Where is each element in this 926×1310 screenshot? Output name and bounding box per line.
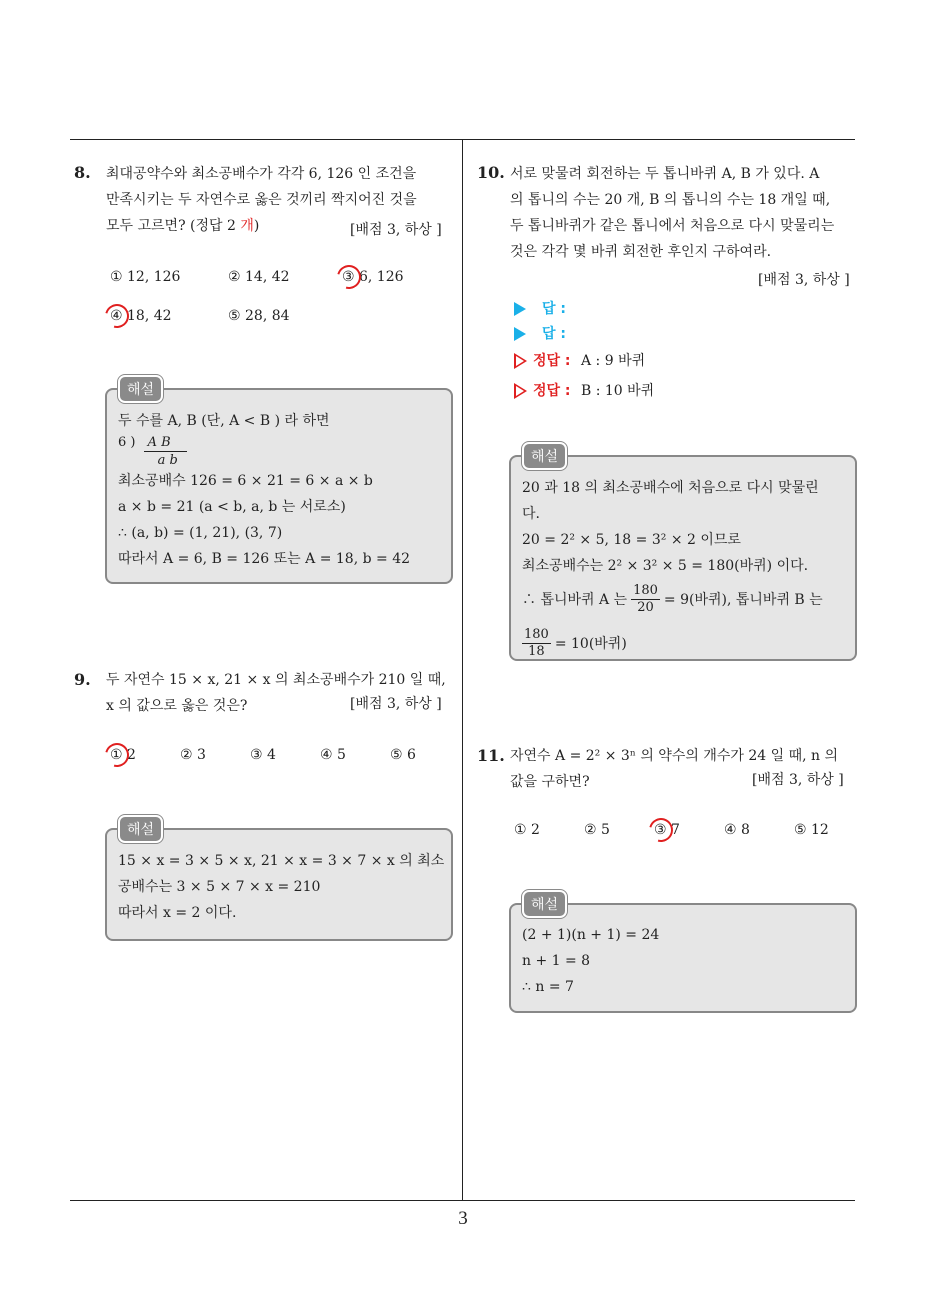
question-text: 최대공약수와 최소공배수가 각각 6, 126 인 조건을 만족시키는 두 자연수로 옳은 것끼리 짝지어진 것을 모두 고르면? (정답 2 개) [106, 166, 417, 234]
question-number: 8. [74, 163, 91, 182]
choice-2[interactable]: ② 5 [584, 822, 610, 838]
division-ladder: 6 ) $\frac{\text{A B}}{\text{a b}}$ [118, 434, 410, 468]
score-label: [배점 3, 하상 ] [350, 696, 442, 712]
question-number: 11. [477, 746, 505, 765]
choice-3[interactable]: ③ 4 [250, 747, 276, 763]
selected-answer-circle [101, 739, 134, 772]
answer-row-1[interactable]: 답 : [514, 298, 566, 318]
bottom-rule [70, 1200, 855, 1201]
explanation-box: 두 수를 A, B (단, A < B ) 라 하면 6 ) $\frac{\text{A B}}{\text{a b}}$ 최소공배수 126 = 6 × 21 = 6 × a × b a × b = 21 (a < b, a, b 는 서로소) ∴ (a, b) = (1, 21), (3, 7) 따라서 A = 6, B = 126 또는 A = 18, b = 42 [105, 388, 453, 584]
choice-5[interactable]: ⑤ 12 [794, 822, 829, 838]
correct-answer-1: 정답 : A : 9 바퀴 [514, 350, 645, 370]
question-text: 자연수 A = 2² × 3ⁿ 의 약수의 개수가 24 일 때, n 의 값을 구하면? [510, 748, 838, 790]
choice-4[interactable]: ④ 8 [724, 822, 750, 838]
column-divider [462, 139, 463, 1200]
choice-5[interactable]: ⑤ 28, 84 [228, 308, 290, 324]
explanation-box: (2 + 1)(n + 1) = 24 n + 1 = 8 ∴ n = 7 [509, 903, 857, 1013]
explanation-box: 20 과 18 의 최소공배수에 처음으로 다시 맞물린 다. 20 = 2² × 5, 18 = 3² × 2 이므로 최소공배수는 2² × 3² × 5 = 180(바퀴) 이다. ∴ 톱니바퀴 A 는 $\frac{180}{20}$ = 9(바퀴), 톱니바퀴 B 는 $\frac{180}{18}$ = 10(바퀴) [509, 455, 857, 661]
explanation-tag: 해설 [522, 442, 567, 470]
choice-1[interactable]: ① 12, 126 [110, 269, 181, 285]
choice-1[interactable]: ① 2 [110, 747, 136, 763]
score-label: [배점 3, 하상 ] [758, 272, 850, 288]
play-triangle-icon [514, 327, 526, 341]
question-number: 10. [477, 163, 505, 182]
explanation-box: 15 × x = 3 × 5 × x, 21 × x = 3 × 7 × x 의 최소 공배수는 3 × 5 × 7 × x = 210 따라서 x = 2 이다. [105, 828, 453, 941]
selected-answer-circle [101, 300, 134, 333]
score-label: [배점 3, 하상 ] [752, 772, 844, 788]
choice-2[interactable]: ② 3 [180, 747, 206, 763]
explanation-tag: 해설 [118, 815, 163, 843]
explanation-tag: 해설 [118, 375, 163, 403]
explanation-tag: 해설 [522, 890, 567, 918]
outline-triangle-icon [514, 353, 527, 369]
question-text: 서로 맞물려 회전하는 두 톱니바퀴 A, B 가 있다. A 의 톱니의 수는 20 개, B 의 톱니의 수는 18 개일 때, 두 톱니바퀴가 같은 톱니에서 처음으로 다시 맞물리는 것은 각각 몇 바퀴 회전한 후인지 구하여라. [510, 166, 835, 260]
selected-answer-circle [645, 814, 678, 847]
score-label: [배점 3, 하상 ] [350, 222, 442, 238]
page-number: 3 [458, 1208, 468, 1229]
question-text: 두 자연수 15 × x, 21 × x 의 최소공배수가 210 일 때, x 의 값으로 옳은 것은? [106, 672, 446, 714]
choice-4[interactable]: ④ 5 [320, 747, 346, 763]
choice-2[interactable]: ② 14, 42 [228, 269, 290, 285]
choice-3[interactable]: ③ 7 [654, 822, 680, 838]
choice-4[interactable]: ④ 18, 42 [110, 308, 172, 324]
choice-3[interactable]: ③ 6, 126 [342, 269, 404, 285]
selected-answer-circle [333, 261, 366, 294]
choice-5[interactable]: ⑤ 6 [390, 747, 416, 763]
outline-triangle-icon [514, 383, 527, 399]
question-number: 9. [74, 670, 91, 689]
answer-row-2[interactable]: 답 : [514, 323, 566, 343]
play-triangle-icon [514, 302, 526, 316]
correct-answer-2: 정답 : B : 10 바퀴 [514, 380, 654, 400]
choice-1[interactable]: ① 2 [514, 822, 540, 838]
